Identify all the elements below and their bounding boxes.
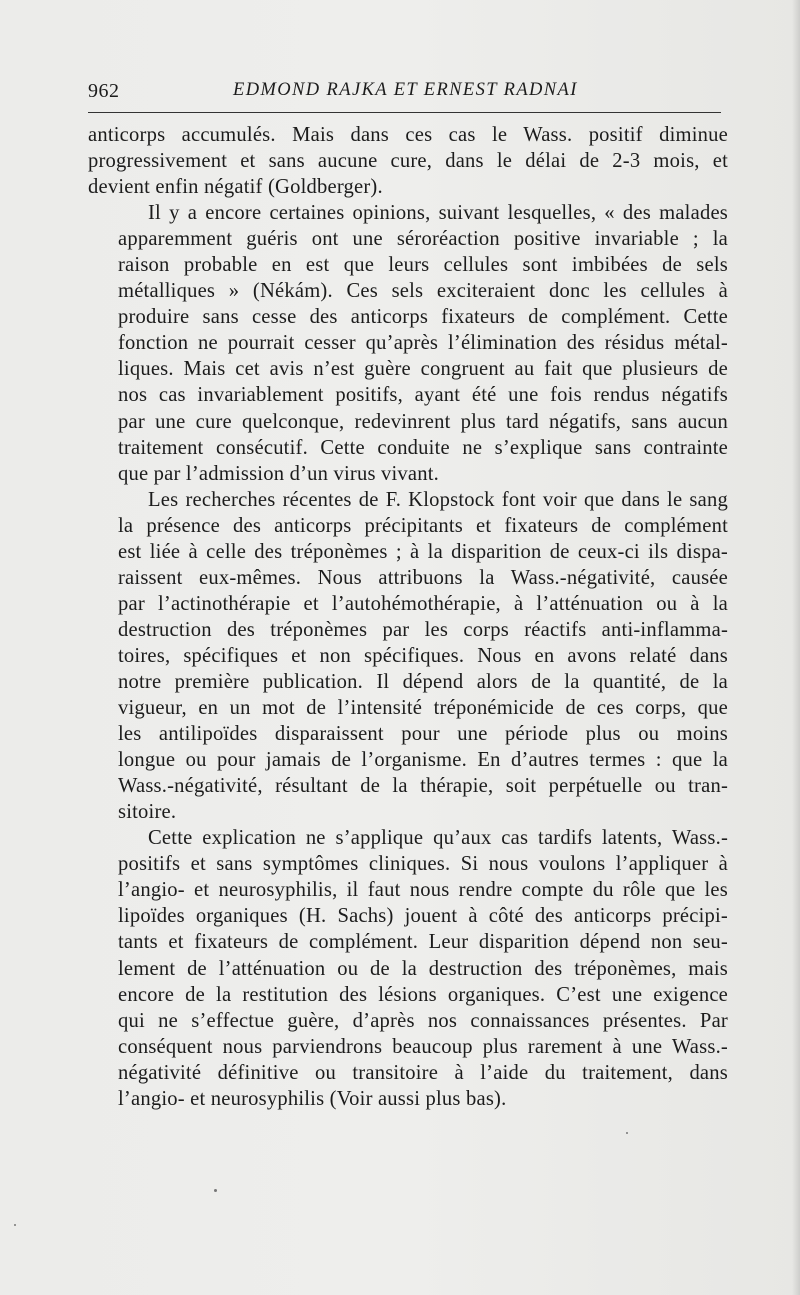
paragraph	[88, 487, 728, 826]
text-line: la présence des anticorps précipitants et fixateurs de complément	[118, 514, 728, 537]
running-head	[88, 74, 720, 108]
page-edge-shadow	[792, 0, 800, 1295]
text-line: que par l’admission d’un virus vivant.	[118, 462, 440, 485]
text-line: métalliques » (Nékám). Ces sels exciteraient donc les cellules à	[118, 280, 728, 303]
paper-speck	[214, 1189, 217, 1192]
text-line: toires, spécifiques et non spécifiques. Nous en avons relaté dans	[118, 644, 728, 667]
text-line: tants et fixateurs de complément. Leur disparition dépend non seu-	[118, 931, 728, 954]
text-line: les antilipoïdes disparaissent pour une période plus ou moins	[118, 723, 728, 746]
text-line: liques. Mais cet avis n’est guère congruent au fait que plusieurs de	[118, 358, 728, 381]
text-line: anticorps accumulés. Mais dans ces cas le Wass. positif diminue	[88, 124, 728, 146]
text-line: notre première publication. Il dépend alors de la quantité, de la	[118, 670, 728, 693]
text-line: négativité définitive ou transitoire à l’aide du traitement, dans	[118, 1061, 728, 1084]
paper-speck	[626, 1132, 628, 1134]
text-line: fonction ne pourrait cesser qu’après l’élimination des résidus métal-	[118, 332, 728, 355]
text-line: encore de la restitution des lésions organiques. C’est une exigence	[118, 983, 728, 1006]
text-line: Wass.-négativité, résultant de la thérapie, soit perpétuelle ou tran-	[118, 775, 728, 798]
paragraph	[88, 122, 728, 200]
text-line: raissent eux-mêmes. Nous attribuons la Wass.-négativité, causée	[118, 566, 728, 589]
text-line: progressivement et sans aucune cure, dans le délai de 2-3 mois, et	[88, 150, 728, 173]
text-line: produire sans cesse des anticorps fixateurs de complément. Cette	[118, 306, 728, 329]
text-line: raison probable en est que leurs cellules sont imbibées de sels	[118, 254, 728, 277]
text-line: vigueur, en un mot de l’intensité tréponémicide de ces corps, que	[118, 697, 728, 720]
text-line: nos cas invariablement positifs, ayant été une fois rendus négatifs	[118, 384, 728, 407]
text-line: devient enfin négatif (Goldberger).	[88, 176, 383, 199]
text-line: positifs et sans symptômes cliniques. Si nous voulons l’appliquer à	[118, 853, 728, 876]
text-line: lipoïdes organiques (H. Sachs) jouent à côté des anticorps précipi-	[118, 905, 728, 928]
text-line: est liée à celle des tréponèmes ; à la disparition de ceux-ci ils dispa-	[118, 540, 728, 563]
text-line: lement de l’atténuation ou de la destruction des tréponèmes, mais	[118, 957, 728, 980]
text-line: traitement consécutif. Cette conduite ne s’explique sans contrainte	[118, 436, 728, 459]
text-line: longue ou pour jamais de l’organisme. En d’autres termes : que la	[118, 749, 728, 772]
page-number: 962	[88, 80, 120, 102]
text-line: Les recherches récentes de F. Klopstock font voir que dans le sang	[148, 488, 728, 511]
text-line: conséquent nous parviendrons beaucoup plus rarement à une Wass.-	[118, 1035, 728, 1058]
text-line: l’angio- et neurosyphilis, il faut nous rendre compte du rôle que les	[118, 879, 728, 902]
header-rule	[88, 112, 721, 113]
text-line: qui ne s’effectue guère, d’après nos connaissances présentes. Par	[118, 1009, 728, 1032]
text-line: sitoire.	[118, 801, 177, 824]
body-text	[88, 122, 728, 1112]
text-line: apparemment guéris ont une séroréaction positive invariable ; la	[118, 228, 728, 251]
text-line: l’angio- et neurosyphilis (Voir aussi plus bas).	[118, 1087, 507, 1110]
paragraph	[88, 200, 728, 487]
text-line: par l’actinothérapie et l’autohémothérapie, à l’atténuation ou à la	[118, 592, 728, 615]
text-line: destruction des tréponèmes par les corps réactifs anti-inflamma-	[118, 618, 728, 641]
text-line: Il y a encore certaines opinions, suivant lesquelles, « des malades	[148, 202, 728, 225]
paragraph	[88, 825, 728, 1112]
paper-speck	[14, 1224, 16, 1226]
text-line: par une cure quelconque, redevinrent plus tard négatifs, sans aucun	[118, 410, 728, 433]
running-title: EDMOND RAJKA ET ERNEST RADNAI	[233, 80, 578, 100]
text-line: Cette explication ne s’applique qu’aux cas tardifs latents, Wass.-	[148, 827, 728, 850]
